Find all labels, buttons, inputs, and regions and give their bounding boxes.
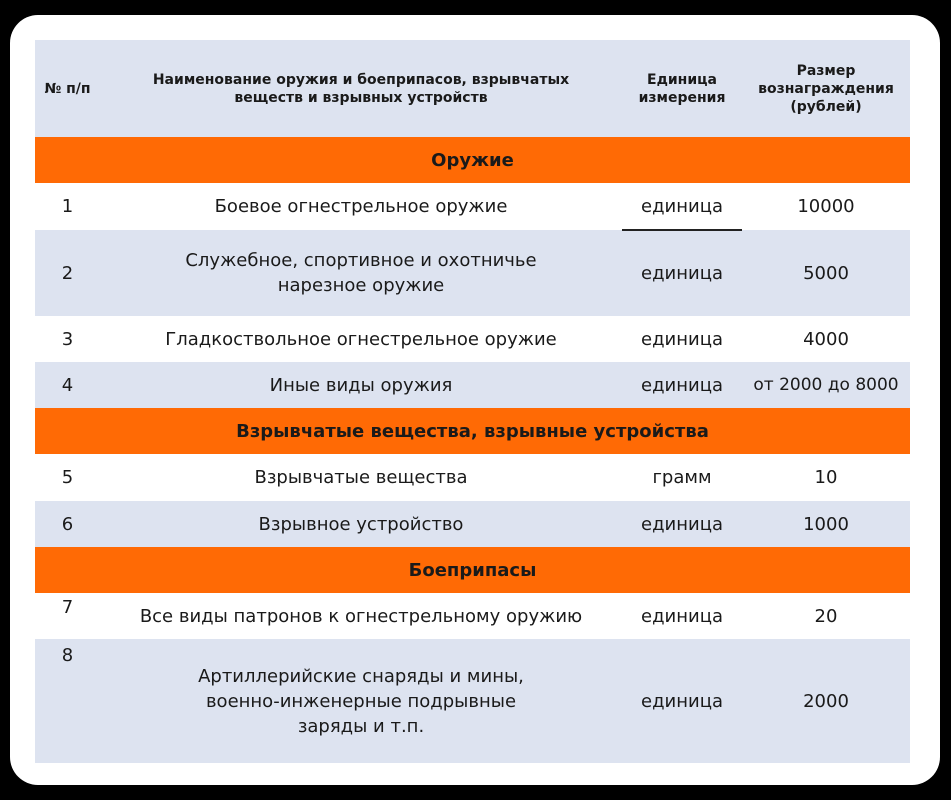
section-row — [35, 547, 910, 593]
table-row — [35, 639, 910, 763]
row-name — [100, 639, 622, 763]
header-name-text: Наименование оружия и боеприпасов, взрывчатых веществ и взрывных устройств — [152, 71, 570, 106]
row-num: 7 — [35, 593, 100, 639]
row-name: Иные виды оружия — [100, 362, 622, 408]
row-unit: единица — [622, 183, 742, 230]
table-header-row — [35, 40, 910, 137]
row-reward: от 2000 до 8000 — [742, 362, 910, 408]
table-row — [35, 454, 910, 501]
row-reward: 5000 — [742, 230, 910, 316]
section-row — [35, 408, 910, 454]
section-title: Взрывчатые вещества, взрывные устройства — [35, 408, 910, 454]
row-name: Боевое огнестрельное оружие — [100, 183, 622, 230]
row-name — [100, 230, 622, 316]
section-title: Оружие — [35, 137, 910, 183]
reward-table — [35, 40, 910, 763]
row-name: Гладкоствольное огнестрельное оружие — [100, 316, 622, 362]
header-reward — [742, 40, 910, 137]
row-reward: 2000 — [742, 639, 910, 763]
row-unit: единица — [622, 362, 742, 408]
header-name — [100, 40, 622, 137]
row-num: 4 — [35, 362, 100, 408]
row-reward: 4000 — [742, 316, 910, 362]
row-num: 8 — [35, 639, 100, 763]
row-name-text: Служебное, спортивное и охотничье нарезное оружие — [185, 250, 537, 296]
row-name-text: Артиллерийские снаряды и мины, военно-инженерные подрывные заряды и т.п. — [198, 665, 524, 737]
row-num: 6 — [35, 501, 100, 547]
table-row — [35, 183, 910, 230]
table-row — [35, 362, 910, 408]
row-name: Взрывчатые вещества — [100, 454, 622, 501]
row-reward: 10000 — [742, 183, 910, 230]
table-row — [35, 230, 910, 316]
row-unit: единица — [622, 501, 742, 547]
row-reward: 10 — [742, 454, 910, 501]
row-name: Взрывное устройство — [100, 501, 622, 547]
row-reward: 20 — [742, 593, 910, 639]
table-row — [35, 316, 910, 362]
section-row — [35, 137, 910, 183]
row-unit: единица — [622, 230, 742, 316]
row-num: 2 — [35, 230, 100, 316]
row-unit: единица — [622, 316, 742, 362]
row-unit: единица — [622, 639, 742, 763]
row-name: Все виды патронов к огнестрельному оружию — [100, 593, 622, 639]
section-title: Боеприпасы — [35, 547, 910, 593]
row-num: 1 — [35, 183, 100, 230]
row-unit: единица — [622, 593, 742, 639]
header-reward-text: Размер вознаграждения (рублей) — [758, 62, 894, 115]
row-num: 3 — [35, 316, 100, 362]
row-unit: грамм — [622, 454, 742, 501]
table-row — [35, 501, 910, 547]
header-num: № п/п — [35, 40, 100, 137]
row-reward: 1000 — [742, 501, 910, 547]
header-unit-text: Единица измерения — [638, 71, 726, 106]
table-row — [35, 593, 910, 639]
header-unit — [622, 40, 742, 137]
row-num: 5 — [35, 454, 100, 501]
